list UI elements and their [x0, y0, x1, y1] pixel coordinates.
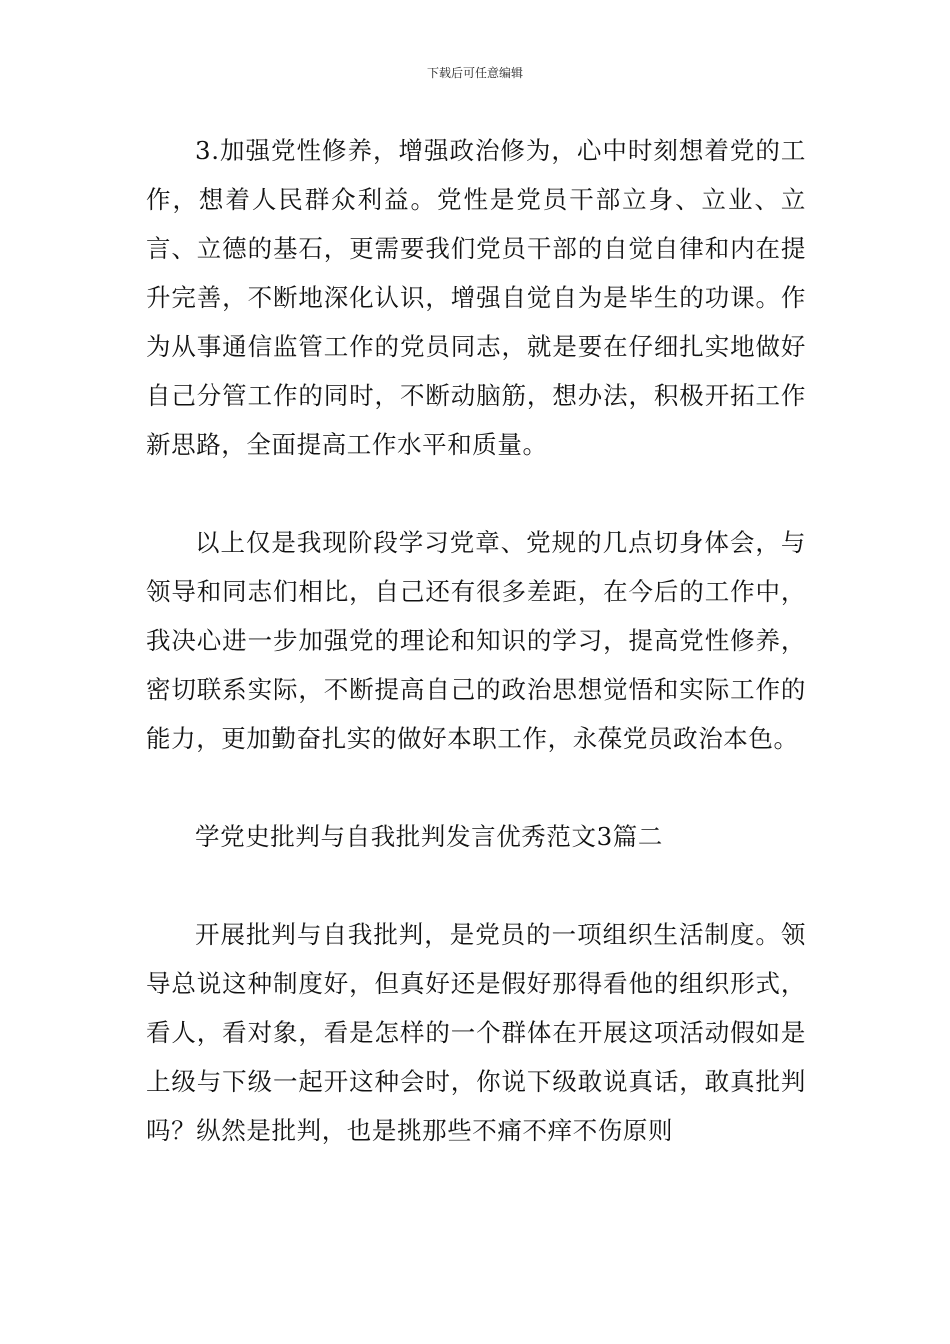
paragraph-party-spirit: 3.加强党性修养，增强政治修为，心中时刻想着党的工作，想着人民群众利益。党性是党员干部立身、立业、立言、立德的基石，更需要我们党员干部的自觉自律和内在提升完善，不断地深化认识，增强自觉自为是毕生的功课。作为从事通信监管工作的党员同志，就是要在仔细扎实地做好自己分管工作的同时，不断动脑筋，想办法，积极开拓工作新思路，全面提高工作水平和质量。	[146, 136, 806, 459]
page-header-note: 下载后可任意编辑	[426, 66, 523, 80]
paragraph-spacer	[146, 763, 806, 812]
paragraph-conclusion: 以上仅是我现阶段学习党章、党规的几点切身体会，与领导和同志们相比，自己还有很多差距，在今后的工作中，我决心进一步加强党的理论和知识的学习，提高党性修养，密切联系实际，不断提高自己的政治思想觉悟和实际工作的能力，更加勤奋扎实的做好本职工作，永葆党员政治本色。	[146, 528, 806, 753]
paragraph-spacer	[146, 469, 806, 518]
paragraph-spacer	[146, 861, 806, 910]
paragraph-criticism: 开展批判与自我批判，是党员的一项组织生活制度。领导总说这种制度好，但真好还是假好那得看他的组织形式，看人，看对象，看是怎样的一个群体在开展这项活动假如是上级与下级一起开这种会时，你说下级敢说真话，敢真批判吗？纵然是批判，也是挑那些不痛不痒不伤原则	[146, 920, 806, 1145]
document-body	[146, 126, 806, 1155]
section-title: 学党史批判与自我批判发言优秀范文3篇二	[195, 822, 663, 851]
